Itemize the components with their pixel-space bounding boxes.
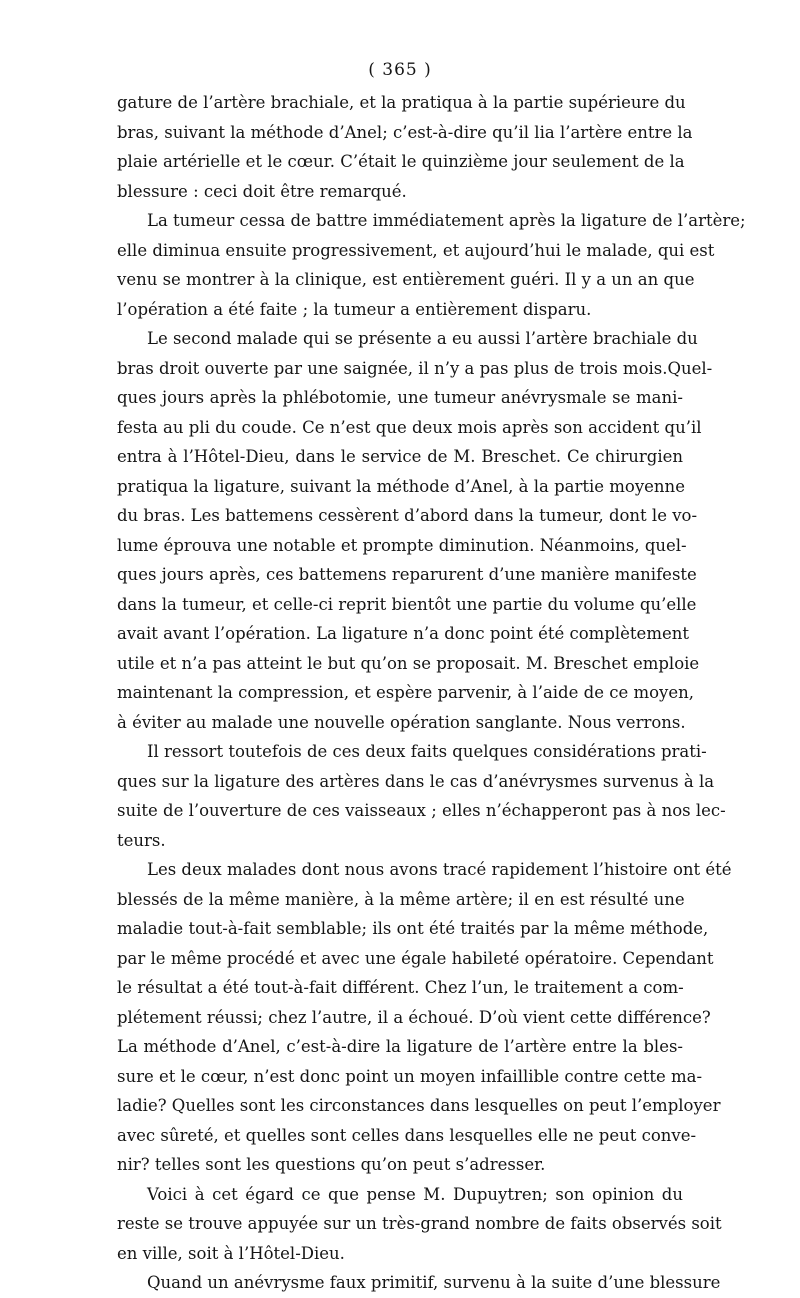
text-line: teurs. [117,830,166,850]
text-line: ladie? Quelles sont les circonstances dans lesquelles on peut l’employer [117,1096,721,1115]
text-line: venu se montrer à la clinique, est entièrement guéri. Il y a un an que [117,270,695,289]
text-line: bras, suivant la méthode d’Anel; c’est-à-dire qu’il lia l’artère entre la [117,122,693,142]
text-line: entra à l’Hôtel-Dieu, dans le service de M. Breschet. Ce chirurgien [117,447,683,466]
text-line: utile et n’a pas atteint le but qu’on se proposait. M. Breschet emploie [117,653,700,673]
text-line: sure et le cœur, n’est donc point un moyen infaillible contre cette ma- [117,1066,703,1086]
text-line: avec sûreté, et quelles sont celles dans lesquelles elle ne peut conve- [117,1125,697,1145]
page-number: ( 365 ) [368,60,432,80]
text-line: blessés de la même manière, à la même artère; il en est résulté une [117,889,685,909]
text-line: bras droit ouverte par une saignée, il n’y a pas plus de trois mois.Quel- [117,358,713,378]
text-line: blessure : ceci doit être remarqué. [117,181,407,201]
text-line: ques sur la ligature des artères dans le cas d’anévrysmes survenus à la [117,771,715,791]
text-line: gature de l’artère brachiale, et la pratiqua à la partie supérieure du [117,93,686,112]
text-line: festa au pli du coude. Ce n’est que deux mois après son accident qu’il [117,417,702,437]
text-line: ques jours après, ces battemens reparurent d’une manière manifeste [117,565,697,584]
text-line: lume éprouva une notable et prompte diminution. Néanmoins, quel- [117,535,687,555]
text-line: elle diminua ensuite progressivement, et aujourd’hui le malade, qui est [117,240,715,260]
text-line: pratiqua la ligature, suivant la méthode d’Anel, à la partie moyenne [117,476,685,496]
body-text [117,88,746,1298]
text-line: Il ressort toutefois de ces deux faits quelques considérations prati- [147,742,707,761]
text-line: La méthode d’Anel, c’est-à-dire la ligature de l’artère entre la bles- [117,1037,683,1056]
text-line: Voici à cet égard ce que pense M. Dupuytren; son opinion du [147,1184,683,1204]
text-line: dans la tumeur, et celle-ci reprit bientôt une partie du volume qu’elle [117,594,697,614]
text-line: La tumeur cessa de battre immédiatement après la ligature de l’artère; [147,211,746,230]
text-line: par le même procédé et avec une égale habileté opératoire. Cependant [117,948,714,968]
text-line: à éviter au malade une nouvelle opération sanglante. Nous verrons. [117,712,686,732]
text-line: en ville, soit à l’Hôtel-Dieu. [117,1243,345,1263]
text-line: plaie artérielle et le cœur. C’était le quinzième jour seulement de la [117,152,685,171]
text-line: ques jours après la phlébotomie, une tumeur anévrysmale se mani- [117,388,683,407]
text-line: Les deux malades dont nous avons tracé rapidement l’histoire ont été [147,860,732,879]
text-line: avait avant l’opération. La ligature n’a donc point été complètement [117,624,689,643]
text-line: maintenant la compression, et espère parvenir, à l’aide de ce moyen, [117,683,694,702]
text-line: maladie tout-à-fait semblable; ils ont été traités par la même méthode, [117,919,709,938]
text-line: Quand un anévrysme faux primitif, survenu à la suite d’une blessure [147,1273,721,1292]
text-line: reste se trouve appuyée sur un très-grand nombre de faits observés soit [117,1214,722,1233]
text-line: Le second malade qui se présente a eu aussi l’artère brachiale du [147,329,698,348]
text-line: le résultat a été tout-à-fait différent. Chez l’un, le traitement a com- [117,978,684,997]
text-line: nir? telles sont les questions qu’on peut s’adresser. [117,1155,546,1174]
text-line: suite de l’ouverture de ces vaisseaux ; elles n’échapperont pas à nos lec- [117,801,726,820]
text-line: du bras. Les battemens cessèrent d’abord dans la tumeur, dont le vo- [117,506,698,525]
text-line: l’opération a été faite ; la tumeur a entièrement disparu. [117,299,592,319]
text-line: plétement réussi; chez l’autre, il a échoué. D’où vient cette différence? [117,1007,711,1027]
